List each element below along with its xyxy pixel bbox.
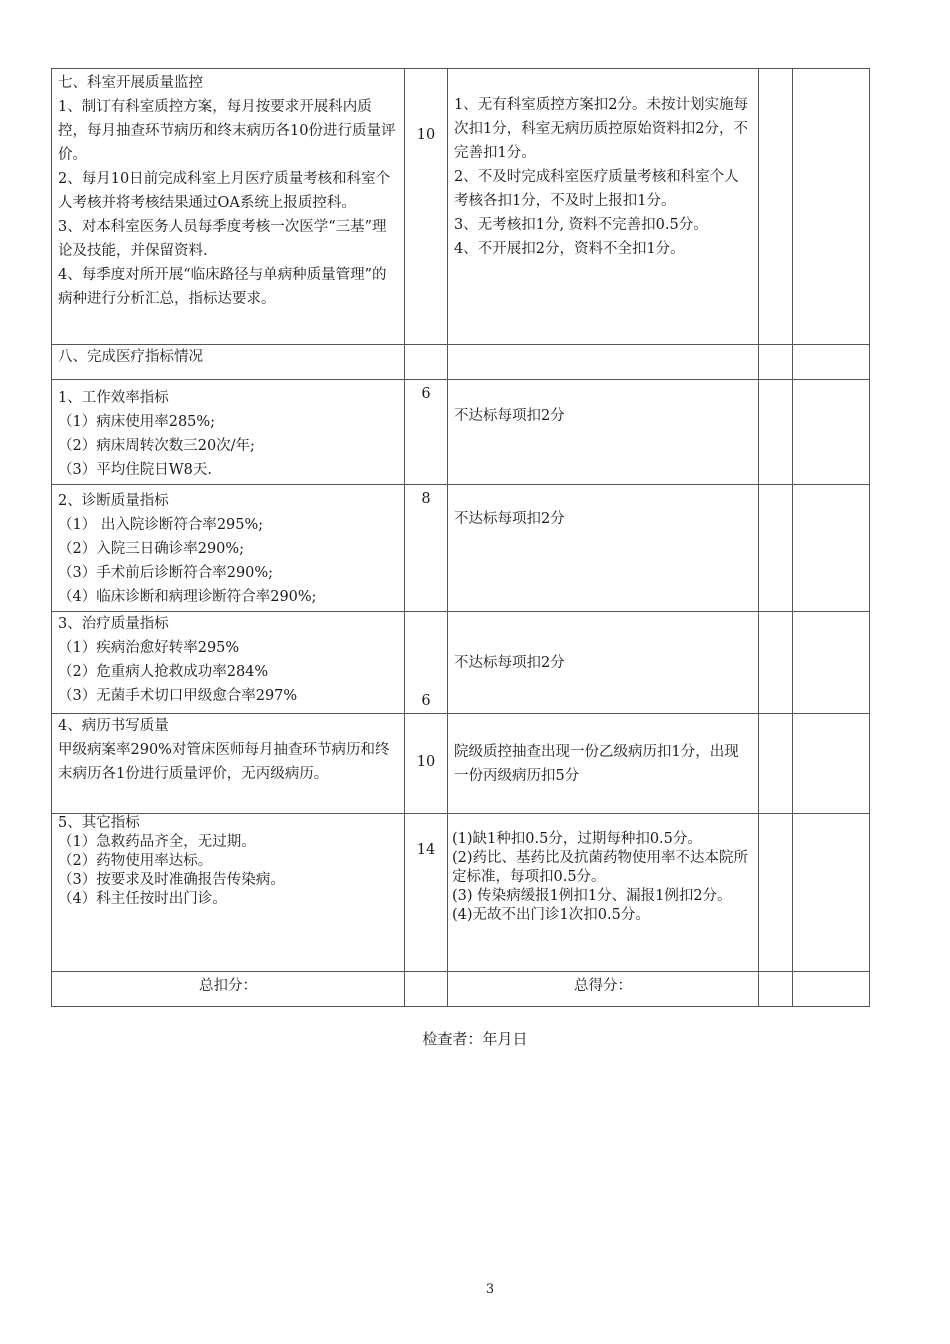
assessment-table [51, 68, 870, 1007]
other-criteria [448, 814, 759, 972]
other-criteria-1: (1)缺1种扣0.5分，过期每种扣0.5分。 [452, 831, 702, 847]
other-items [52, 814, 405, 972]
treatment-item-3: （3）无菌手术切口甲级愈合率297% [58, 688, 298, 704]
treatment-title: 3、治疗质量指标 [58, 616, 169, 632]
section-7-criteria-3: 3、无考核扣1分, 资料不完善扣0.5分。 [454, 217, 708, 233]
other-item-1: （1）急救药品齐全，无过期。 [58, 834, 256, 850]
blank-cell [759, 612, 793, 714]
treatment-score: 6 [405, 612, 448, 714]
blank-cell [759, 714, 793, 814]
table-row [52, 612, 870, 714]
total-deduction-label: 总扣分： [52, 972, 405, 1007]
blank-cell [793, 612, 870, 714]
blank-cell [759, 814, 793, 972]
other-criteria-3: (3) 传染病缓报1例扣1分、漏报1例扣2分。 [452, 888, 732, 904]
blank-cell [759, 69, 793, 345]
efficiency-score: 6 [405, 380, 448, 485]
records-score: 10 [405, 714, 448, 814]
diagnosis-item-3: （3）手术前后诊断符合率290%; [58, 565, 274, 581]
table-row [52, 485, 870, 612]
records-item-1: 甲级病案率290%对管床医师每月抽查环节病历和终末病历各1份进行质量评价，无丙级病历。 [58, 742, 390, 782]
section-7-item-4: 4、每季度对所开展“临床路径与单病种质量管理”的病种进行分析汇总，指标达要求。 [58, 267, 387, 307]
efficiency-item-3: （3）平均住院日W8天. [58, 462, 212, 478]
efficiency-criteria: 不达标每项扣2分 [448, 380, 759, 485]
blank-cell [759, 345, 793, 380]
efficiency-item-2: （2）病床周转次数三20次/年; [58, 438, 255, 454]
diagnosis-criteria: 不达标每项扣2分 [448, 485, 759, 612]
diagnosis-items [52, 485, 405, 612]
other-item-4: （4）科主任按时出门诊。 [58, 891, 227, 907]
section-7-criteria-1: 1、无有科室质控方案扣2分。未按计划实施每次扣1分，科室无病历质控原始资料扣2分，不完善扣1分。 [454, 97, 748, 161]
section-7-items [52, 69, 405, 345]
section-7-item-1: 1、制订有科室质控方案，每月按要求开展科内质控，每月抽查环节病历和终末病历各10份进行质量评价。 [58, 99, 396, 163]
table-row [52, 714, 870, 814]
records-title: 4、病历书写质量 [58, 718, 169, 734]
blank-cell [793, 714, 870, 814]
table-row [52, 69, 870, 345]
efficiency-item-1: （1）病床使用率285%; [58, 414, 216, 430]
other-title: 5、其它指标 [58, 815, 140, 831]
treatment-item-2: （2）危重病人抢救成功率284% [58, 664, 269, 680]
section-7-criteria-4: 4、不开展扣2分，资料不全扣1分。 [454, 241, 685, 257]
blank-cell [759, 380, 793, 485]
section-7-criteria [448, 69, 759, 345]
records-items [52, 714, 405, 814]
treatment-item-1: （1）疾病治愈好转率295% [58, 640, 240, 656]
total-score-value[interactable] [759, 972, 793, 1007]
section-7-item-3: 3、对本科室医务人员每季度考核一次医学“三基”理论及技能，并保留资料. [58, 219, 387, 259]
diagnosis-title: 2、诊断质量指标 [58, 493, 169, 509]
inspector-signature-line: 检查者：年月日 [422, 1030, 528, 1048]
table-row [52, 345, 870, 380]
diagnosis-item-2: （2）入院三日确诊率290%; [58, 541, 245, 557]
other-item-2: （2）药物使用率达标。 [58, 853, 213, 869]
section-7-title: 七、科室开展质量监控 [58, 75, 203, 91]
table-row [52, 380, 870, 485]
diagnosis-item-4: （4）临床诊断和病理诊断符合率290%; [58, 589, 317, 605]
table-row [52, 814, 870, 972]
treatment-items [52, 612, 405, 714]
total-score-label: 总得分： [448, 972, 759, 1007]
blank-cell [793, 345, 870, 380]
diagnosis-score: 8 [405, 485, 448, 612]
section-8-title: 八、完成医疗指标情况 [52, 345, 405, 380]
other-criteria-2: (2)药比、基药比及抗菌药物使用率不达本院所定标准，每项扣0.5分。 [452, 850, 749, 885]
treatment-criteria: 不达标每项扣2分 [448, 612, 759, 714]
diagnosis-item-1: （1） 出入院诊断符合率295%; [58, 517, 264, 533]
total-deduction-value[interactable] [405, 972, 448, 1007]
other-item-3: （3）按要求及时准确报告传染病。 [58, 872, 285, 888]
section-7-criteria-2: 2、不及时完成科室医疗质量考核和科室个人考核各扣1分，不及时上报扣1分。 [454, 169, 739, 209]
blank-cell [793, 380, 870, 485]
table-row [52, 972, 870, 1007]
efficiency-title: 1、工作效率指标 [58, 390, 169, 406]
page-number: 3 [485, 1282, 495, 1297]
blank-cell [759, 485, 793, 612]
efficiency-items [52, 380, 405, 485]
section-7-item-2: 2、每月10日前完成科室上月医疗质量考核和科室个人考核并将考核结果通过OA系统上报质控科。 [58, 171, 391, 211]
blank-cell [793, 814, 870, 972]
blank-cell [448, 345, 759, 380]
blank-cell [405, 345, 448, 380]
other-criteria-4: (4)无故不出门诊1次扣0.5分。 [452, 907, 650, 923]
other-score: 14 [405, 814, 448, 972]
blank-cell [793, 972, 870, 1007]
blank-cell [793, 485, 870, 612]
blank-cell [793, 69, 870, 345]
section-7-score: 10 [405, 69, 448, 345]
records-criteria: 院级质控抽查出现一份乙级病历扣1分，出现一份丙级病历扣5分 [448, 714, 759, 814]
